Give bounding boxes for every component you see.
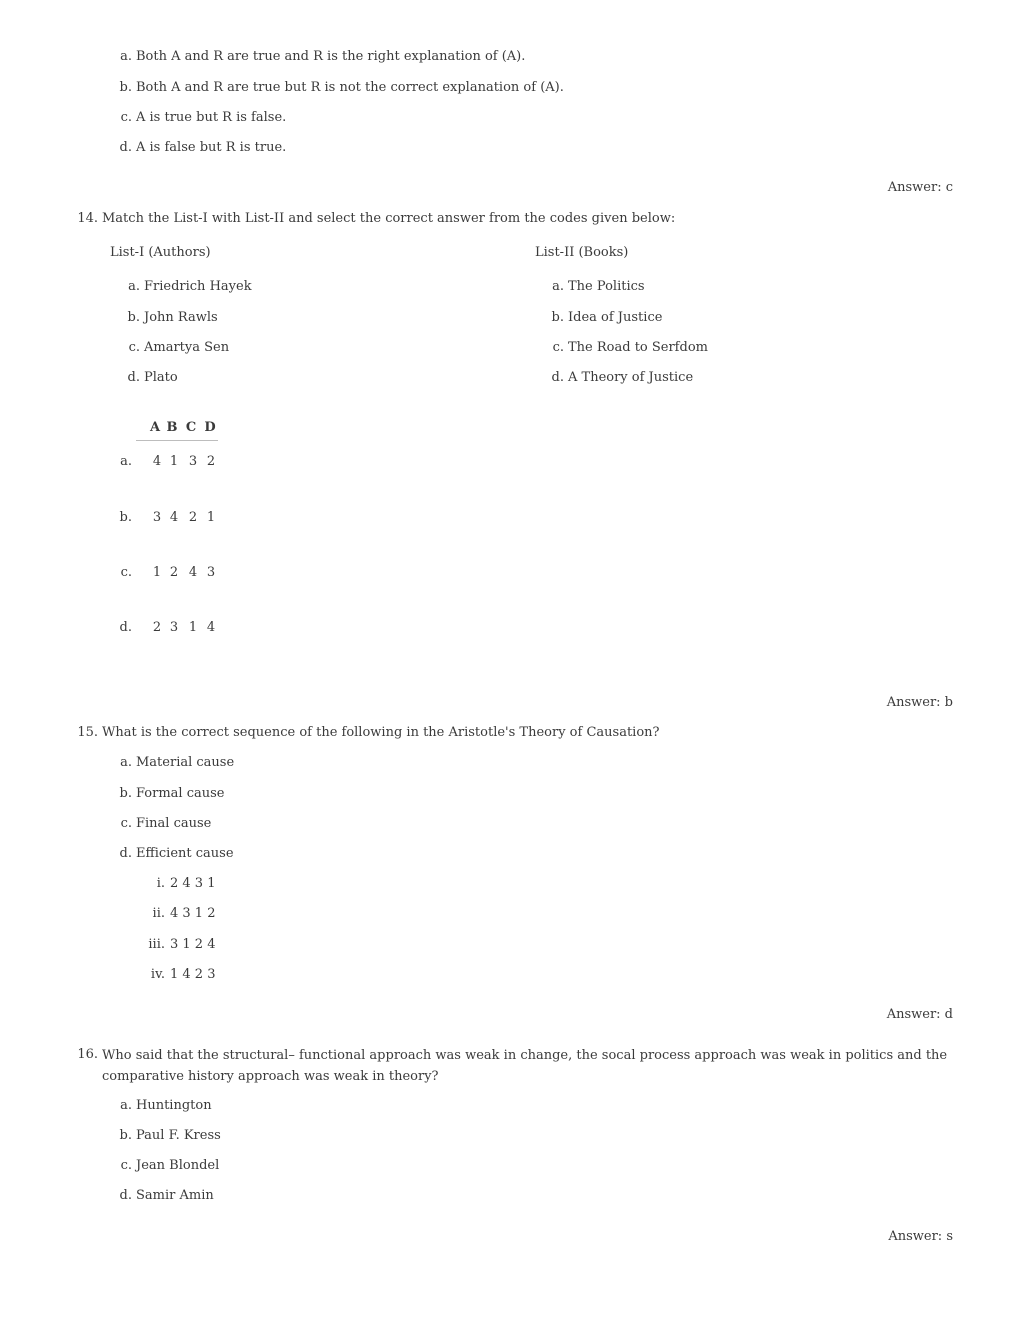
list1-title: List-I (Authors)	[110, 245, 211, 260]
list2-d-label: d.	[551, 370, 564, 385]
q15-choice-ii-text: 4 3 1 2	[170, 906, 216, 921]
list1-b-text: John Rawls	[144, 310, 218, 325]
q14-answer: Answer: b	[886, 695, 953, 710]
list2-c-text: The Road to Serfdom	[568, 340, 708, 355]
q15-choice-ii-label: ii.	[152, 906, 165, 921]
code-row-b	[112, 509, 232, 527]
q15-option-c-text: Final cause	[136, 816, 212, 831]
code-row-label: b.	[119, 510, 132, 525]
list2-title: List-II (Books)	[535, 245, 629, 260]
list1-d-text: Plato	[144, 370, 178, 385]
q16-option-c-label: c.	[120, 1158, 132, 1173]
code-value: 3	[152, 510, 162, 525]
q16-answer: Answer: s	[888, 1229, 953, 1244]
code-row-c	[112, 564, 232, 582]
code-value: 1	[152, 565, 162, 580]
code-row-label: d.	[119, 620, 132, 635]
list1-a-text: Friedrich Hayek	[144, 279, 252, 294]
code-value: 1	[169, 454, 179, 469]
q16-option-b-label: b.	[119, 1128, 132, 1143]
q13-answer: Answer: c	[887, 180, 953, 195]
q16-option-a-text: Huntington	[136, 1098, 212, 1113]
q15-choice-iv-text: 1 4 2 3	[170, 967, 216, 982]
q16-option-c-text: Jean Blondel	[136, 1158, 220, 1173]
q13-option-a-text: Both A and R are true and R is the right explanation of (A).	[136, 49, 526, 64]
code-row-a	[112, 453, 232, 471]
q15-answer: Answer: d	[886, 1007, 953, 1022]
q16-option-d-text: Samir Amin	[136, 1188, 214, 1203]
list1-d-label: d.	[127, 370, 140, 385]
list1-c-label: c.	[128, 340, 140, 355]
code-value: 2	[206, 454, 216, 469]
code-value: 2	[188, 510, 198, 525]
q15-option-a-label: a.	[120, 755, 132, 770]
code-value: 3	[206, 565, 216, 580]
q15-option-b-text: Formal cause	[136, 786, 225, 801]
q13-option-b-text: Both A and R are true but R is not the correct explanation of (A).	[136, 80, 564, 95]
code-header-c: C	[185, 420, 197, 435]
code-header-b: B	[166, 420, 178, 435]
code-value: 3	[188, 454, 198, 469]
q15-text: What is the correct sequence of the following in the Aristotle's Theory of Causation?	[102, 725, 660, 740]
list2-a-label: a.	[552, 279, 564, 294]
code-value: 1	[188, 620, 198, 635]
codes-table-header	[136, 420, 218, 441]
code-value: 1	[206, 510, 216, 525]
q16-number: 16.	[77, 1047, 98, 1062]
q15-choice-i-text: 2 4 3 1	[170, 876, 216, 891]
list1-b-label: b.	[127, 310, 140, 325]
q15-option-d-label: d.	[119, 846, 132, 861]
list2-c-label: c.	[552, 340, 564, 355]
code-row-d	[112, 619, 232, 637]
list2-b-label: b.	[551, 310, 564, 325]
code-value: 2	[169, 565, 179, 580]
list1-a-label: a.	[128, 279, 140, 294]
code-value: 4	[152, 454, 162, 469]
q15-option-d-text: Efficient cause	[136, 846, 234, 861]
q15-option-c-label: c.	[120, 816, 132, 831]
q14-number: 14.	[77, 211, 98, 226]
q13-option-d-text: A is false but R is true.	[136, 140, 287, 155]
q16-option-d-label: d.	[119, 1188, 132, 1203]
q14-text: Match the List-I with List-II and select the correct answer from the codes given below:	[102, 211, 676, 226]
q16-option-a-label: a.	[120, 1098, 132, 1113]
code-value: 4	[188, 565, 198, 580]
code-value: 2	[152, 620, 162, 635]
q15-number: 15.	[77, 725, 98, 740]
q13-option-d-label: d.	[119, 140, 132, 155]
q15-choice-i-label: i.	[156, 876, 165, 891]
q16-text: Who said that the structural– functional approach was weak in change, the socal process approach was weak in politics and the comparative history approach was weak in theory?	[102, 1048, 948, 1084]
code-header-d: D	[204, 420, 216, 435]
list1-c-text: Amartya Sen	[144, 340, 230, 355]
q13-option-c-text: A is true but R is false.	[136, 110, 287, 125]
list2-a-text: The Politics	[568, 279, 645, 294]
q15-choice-iii-text: 3 1 2 4	[170, 937, 216, 952]
q13-option-a-label: a.	[120, 49, 132, 64]
code-header-a: A	[149, 420, 161, 435]
code-row-label: c.	[120, 565, 132, 580]
q13-option-b-label: b.	[119, 80, 132, 95]
code-row-label: a.	[120, 454, 132, 469]
code-value: 4	[206, 620, 216, 635]
q15-choice-iii-label: iii.	[148, 937, 165, 952]
q15-option-b-label: b.	[119, 786, 132, 801]
code-value: 3	[169, 620, 179, 635]
q16-option-b-text: Paul F. Kress	[136, 1128, 221, 1143]
q15-option-a-text: Material cause	[136, 755, 235, 770]
code-value: 4	[169, 510, 179, 525]
list2-d-text: A Theory of Justice	[568, 370, 694, 385]
q13-option-c-label: c.	[120, 110, 132, 125]
list2-b-text: Idea of Justice	[568, 310, 663, 325]
q15-choice-iv-label: iv.	[150, 967, 165, 982]
